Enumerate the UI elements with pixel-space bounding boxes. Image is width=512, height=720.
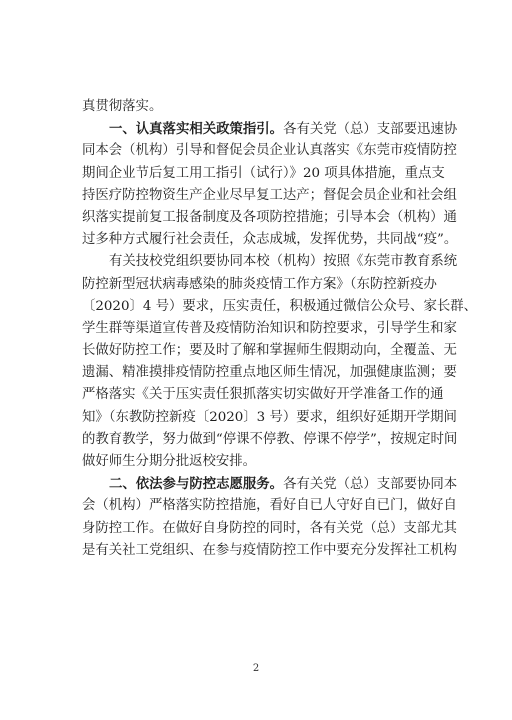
text-line <box>82 229 458 251</box>
line-text: 各有关党（总）支部要协同本 <box>283 477 458 493</box>
line-text: 各有关党（总）支部要迅速协 <box>283 122 458 138</box>
text-line <box>82 318 457 340</box>
line-text: 防控新型冠状病毒感染的肺炎疫情工作方案》（东防控新疫办 <box>82 276 437 292</box>
line-text: 严格落实《关于压实责任狠抓落实切实做好开学准备工作的通 <box>82 387 444 403</box>
body-text <box>82 96 478 562</box>
text-line <box>82 473 458 495</box>
line-text: 过多种方式履行社会责任，众志成城，发挥优势，共同战“疫”。 <box>82 232 458 248</box>
text-line <box>82 362 457 384</box>
line-text: 会（机构）严格落实防控措施，看好自已人守好自已门，做好自 <box>82 498 457 514</box>
line-text: 做好师生分期分批返校安排。 <box>82 454 257 469</box>
section-heading: 二、依法参与防控志愿服务。 <box>109 476 284 493</box>
line-text: 织落实提前复工报备制度及各项防控措施；引导本会（机构）通 <box>82 209 457 225</box>
text-line <box>82 118 458 140</box>
line-text: 是有关社工党组织、在参与疫情防控工作中要充分发挥社工机构 <box>82 542 457 558</box>
text-line <box>82 163 445 185</box>
line-text: 长做好防控工作；要及时了解和掌握师生假期动向，全覆盖、无 <box>82 343 457 359</box>
text-line <box>82 296 478 318</box>
text-line <box>82 251 458 273</box>
text-line <box>82 185 457 207</box>
text-line <box>82 518 457 540</box>
line-text: 同本会（机构）引导和督促会员企业认真落实《东莞市疫情防控 <box>82 143 457 159</box>
line-text: 真贯彻落实。 <box>82 99 163 114</box>
line-text: 〔2020〕4 号）要求，压实责任，积极通过微信公众号、家长群、 <box>82 298 478 314</box>
line-text: 遗漏、精准摸排疫情防控重点地区师生情况，加强健康监测；要 <box>82 365 457 381</box>
text-line <box>82 451 434 473</box>
text-line <box>82 429 458 451</box>
line-text: 身防控工作。在做好自身防控的同时，各有关党（总）支部尤其 <box>82 520 457 536</box>
text-line <box>82 407 457 429</box>
text-line <box>82 140 457 162</box>
text-line <box>82 384 444 406</box>
text-line <box>82 274 437 296</box>
text-line <box>82 207 457 229</box>
line-text: 有关技校党组织要协同本校（机构）按照《东莞市教育系统 <box>109 254 458 270</box>
line-text: 学生群等渠道宣传普及疫情防治知识和防控要求，引导学生和家 <box>82 320 457 336</box>
text-line <box>82 340 457 362</box>
section-heading: 一、认真落实相关政策指引。 <box>109 121 284 138</box>
line-text: 期间企业节后复工用工指引（试行）》20 项具体措施，重点支 <box>82 165 445 181</box>
line-text: 的教育教学，努力做到“停课不停教、停课不停学”，按规定时间 <box>82 431 458 447</box>
text-line <box>82 96 434 118</box>
page-number: 2 <box>252 663 260 674</box>
text-line <box>82 540 457 562</box>
line-text: 持医疗防控物资生产企业尽早复工达产；督促会员企业和社会组 <box>82 187 457 203</box>
text-line <box>82 495 457 517</box>
line-text: 知》（东教防控新疫〔2020〕3 号）要求，组织好延期开学期间 <box>82 409 457 425</box>
